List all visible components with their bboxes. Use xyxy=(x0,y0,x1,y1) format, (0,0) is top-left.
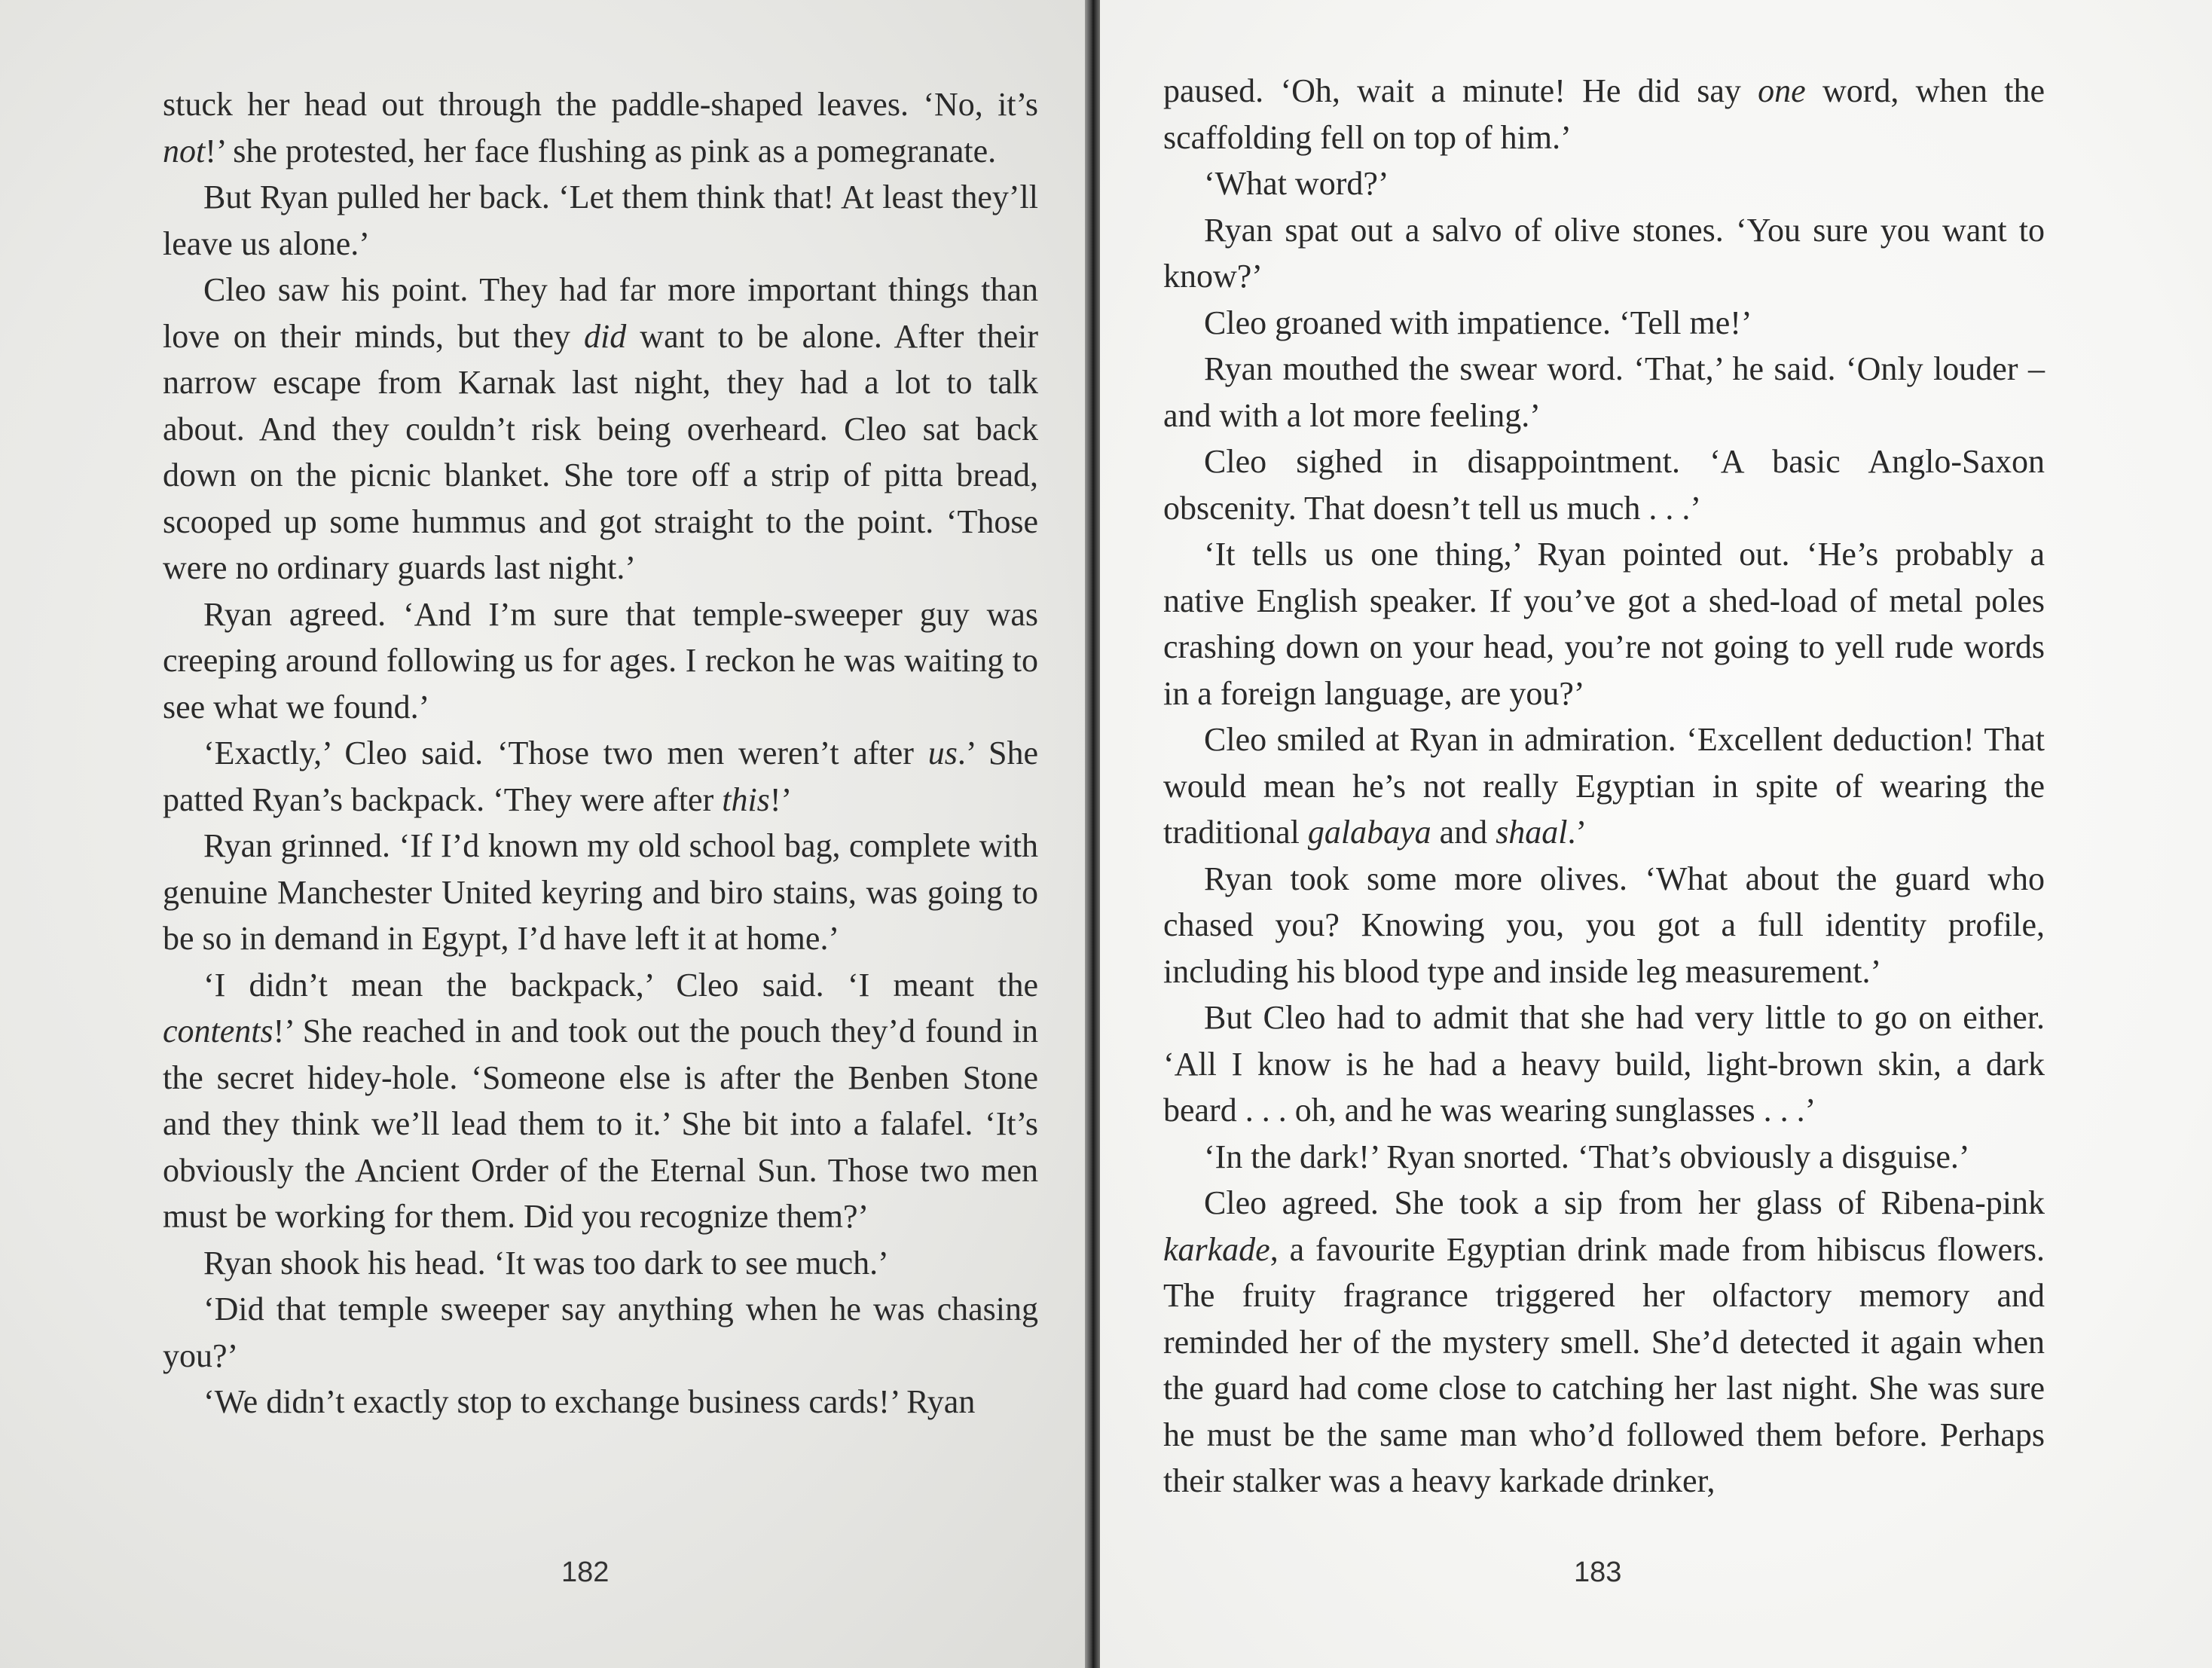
text-run: ‘I didn’t mean the backpack,’ Cleo said. ‘I meant the xyxy=(203,966,1038,1004)
paragraph xyxy=(1163,160,2045,207)
text-run: .’ She patted Ryan’s backpack. ‘They were after xyxy=(163,735,1039,818)
paragraph xyxy=(163,823,1038,962)
text-run: ‘Did that temple sweeper say anything when he was chasing you?’ xyxy=(163,1291,1038,1374)
paragraph xyxy=(1163,438,2045,531)
text-run: Ryan mouthed the swear word. ‘That,’ he said. ‘Only louder – and with a lot more feeling.’ xyxy=(1163,350,2045,434)
left-page xyxy=(0,0,1085,1668)
italic-text: shaal xyxy=(1496,814,1568,851)
right-page-number: 183 xyxy=(1574,1556,1622,1588)
text-run: want to be alone. After their narrow escape from Karnak last night, they had a lot to talk about. And they couldn’t risk being overheard. Cleo sat back down on the picnic blanket. She tore off a strip of pitta bread, scooped up some hummus and got straight to the point. ‘Those were no ordinary guards last night.’ xyxy=(163,317,1038,586)
paragraph xyxy=(163,1286,1038,1379)
paragraph xyxy=(1163,207,2045,300)
right-page-text xyxy=(1163,68,2045,1505)
paragraph xyxy=(1163,346,2045,438)
paragraph xyxy=(163,962,1038,1240)
paragraph xyxy=(1163,994,2045,1134)
text-run: !’ xyxy=(769,781,793,818)
text-run: ‘Exactly,’ Cleo said. ‘Those two men weren’t after xyxy=(203,735,928,771)
paragraph xyxy=(163,1379,1038,1425)
paragraph xyxy=(163,174,1038,267)
text-run: Cleo smiled at Ryan in admiration. ‘Excellent deduction! That would mean he’s not really Egyptian in spite of wearing the traditional xyxy=(1163,721,2045,851)
paragraph xyxy=(1163,531,2045,716)
paragraph xyxy=(163,267,1038,591)
paragraph xyxy=(163,730,1038,823)
italic-text: karkade xyxy=(1163,1230,1270,1268)
text-run: But Ryan pulled her back. ‘Let them think that! At least they’ll leave us alone.’ xyxy=(163,179,1038,262)
left-page-text xyxy=(163,81,1038,1425)
italic-text: us xyxy=(927,735,958,771)
text-run: !’ She reached in and took out the pouch they’d found in the secret hidey-hole. ‘Someone else is after the Benben Stone and they think we’ll lead them to it.’ She bit into a falafel. ‘It’s obviously the Ancient Order of the Eternal Sun. Those two men must be working for them. Did you recognize them?’ xyxy=(163,1013,1038,1235)
text-run: Cleo groaned with impatience. ‘Tell me!’ xyxy=(1204,304,1752,341)
text-run: ‘It tells us one thing,’ Ryan pointed out. ‘He’s probably a native English speaker. If you’ve got a shed-load of metal poles crashing down on your head, you’re not going to yell rude words in a foreign language, are you?’ xyxy=(1163,536,2045,712)
paragraph xyxy=(163,81,1038,174)
book-gutter xyxy=(1085,0,1100,1668)
text-run: Ryan grinned. ‘If I’d known my old school bag, complete with genuine Manchester United keyring and biro stains, was going to be so in demand in Egypt, I’d have left it at home.’ xyxy=(163,827,1038,957)
text-run: .’ xyxy=(1567,814,1587,851)
paragraph xyxy=(1163,300,2045,347)
text-run: Ryan shook his head. ‘It was too dark to see much.’ xyxy=(203,1244,889,1282)
text-run: ‘In the dark!’ Ryan snorted. ‘That’s obviously a disguise.’ xyxy=(1204,1138,1970,1175)
text-run: !’ she protested, her face flushing as pink as a pomegranate. xyxy=(205,132,997,170)
italic-text: this xyxy=(722,781,770,818)
italic-text: one xyxy=(1758,72,1806,109)
italic-text: not xyxy=(163,132,206,170)
paragraph xyxy=(1163,856,2045,995)
text-run: Ryan spat out a salvo of olive stones. ‘You sure you want to know?’ xyxy=(1163,211,2045,295)
text-run: Cleo sighed in disappointment. ‘A basic Anglo-Saxon obscenity. That doesn’t tell us much . . .’ xyxy=(1163,443,2045,527)
text-run: Ryan agreed. ‘And I’m sure that temple-sweeper guy was creeping around following us for ages. I reckon he was waiting to see what we found.’ xyxy=(163,595,1038,726)
left-page-number: 182 xyxy=(561,1556,610,1588)
paragraph xyxy=(1163,68,2045,160)
italic-text: contents xyxy=(163,1013,273,1049)
paragraph xyxy=(163,1240,1038,1287)
paragraph xyxy=(1163,1134,2045,1181)
text-run: , a favourite Egyptian drink made from hibiscus flowers. The fruity fragrance triggered her olfactory memory and reminded her of the mystery smell. She’d detected it again when the guard had come close to catching her last night. She was sure he must be the same man who’d followed them before. Perhaps their stalker was a heavy karkade drinker, xyxy=(1163,1230,2045,1499)
italic-text: galabaya xyxy=(1307,814,1431,851)
text-run: Cleo agreed. She took a sip from her glass of Ribena-pink xyxy=(1204,1184,2045,1221)
text-run: and xyxy=(1431,814,1496,851)
text-run: ‘We didn’t exactly stop to exchange business cards!’ Ryan xyxy=(203,1383,976,1420)
italic-text: did xyxy=(584,317,627,355)
text-run: But Cleo had to admit that she had very little to go on either. ‘All I know is he had a heavy build, light-brown skin, a dark beard . . . oh, and he was wearing sunglasses . . .’ xyxy=(1163,999,2045,1129)
paragraph xyxy=(163,591,1038,731)
text-run: word, when the scaffolding fell on top of him.’ xyxy=(1163,72,2045,156)
right-page xyxy=(1100,0,2212,1668)
text-run: ‘What word?’ xyxy=(1204,165,1389,202)
text-run: Ryan took some more olives. ‘What about the guard who chased you? Knowing you, you got a full identity profile, including his blood type and inside leg measurement.’ xyxy=(1163,860,2045,990)
paragraph xyxy=(1163,1180,2045,1505)
text-run: paused. ‘Oh, wait a minute! He did say xyxy=(1163,72,1758,109)
text-run: stuck her head out through the paddle-shaped leaves. ‘No, it’s xyxy=(163,86,1038,123)
text-run: Cleo saw his point. They had far more important things than love on their minds, but they xyxy=(163,271,1038,355)
paragraph xyxy=(1163,716,2045,856)
